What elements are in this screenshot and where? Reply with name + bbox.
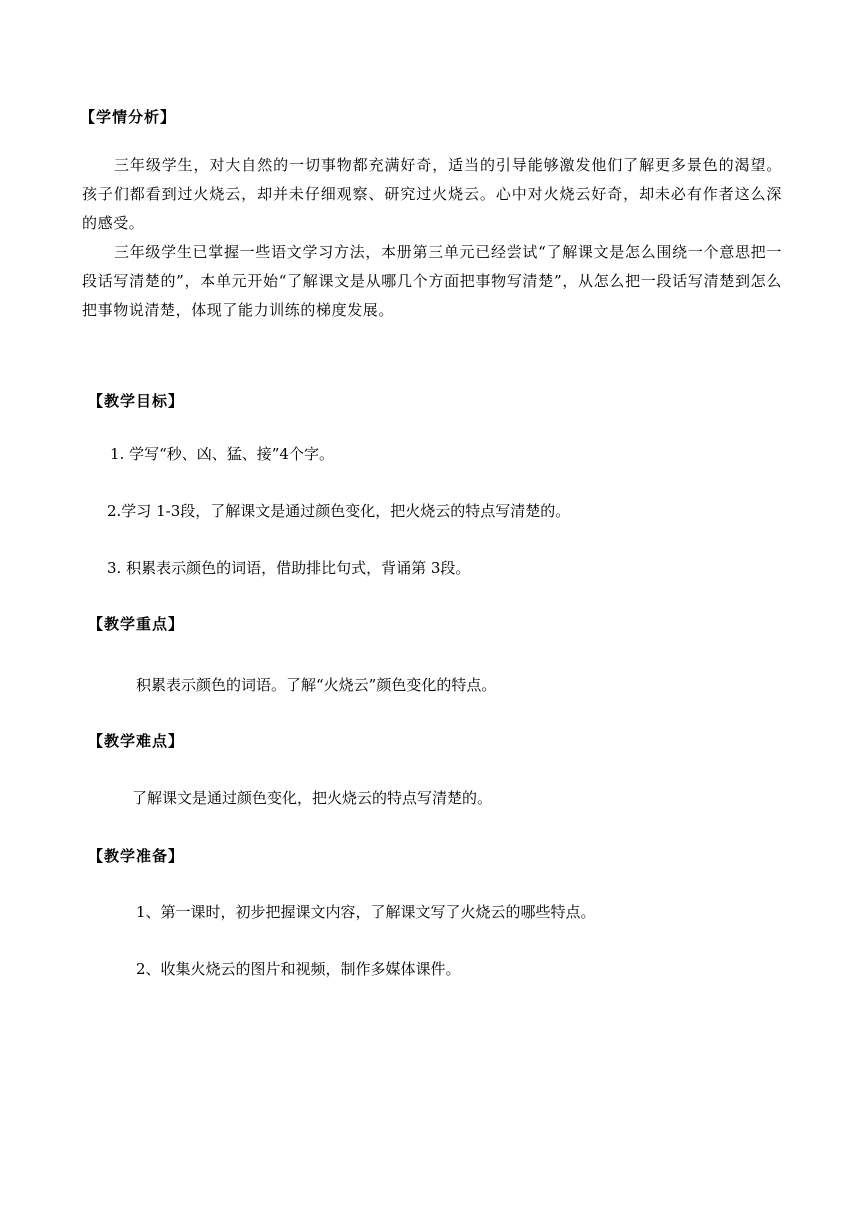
preparation-item-2: 2、收集火烧云的图片和视频，制作多媒体课件。 [136,960,461,978]
heading-student-analysis: 【学情分析】 [80,108,177,126]
key-points-text: 积累表示颜色的词语。了解“火烧云”颜色变化的特点。 [136,676,497,694]
paragraph-analysis-2: 三年级学生已掌握一些语文学习方法，本册第三单元已经尝试“了解课文是怎么围绕一个意思把一段话写清楚的”，本单元开始“了解课文是从哪几个方面把事物写清楚”，从怎么把一段话写清楚到怎么把事物说清楚，体现了能力训练的梯度发展。 [82,243,782,319]
heading-key-points: 【教学重点】 [88,615,185,633]
preparation-item-1: 1、第一课时，初步把握课文内容，了解课文写了火烧云的哪些特点。 [136,903,596,921]
paragraph-analysis-1: 三年级学生，对大自然的一切事物都充满好奇，适当的引导能够激发他们了解更多景色的渴望。孩子们都看到过火烧云，却并未仔细观察、研究过火烧云。心中对火烧云好奇，却未必有作者这么深的感受。 [82,156,782,232]
heading-preparation: 【教学准备】 [88,847,185,865]
difficulties-text: 了解课文是通过颜色变化，把火烧云的特点写清楚的。 [132,789,493,807]
goal-item-1: 1. 学写“秒、凶、猛、接”4个字。 [110,445,334,463]
heading-difficulties: 【教学难点】 [88,732,185,750]
goal-item-3: 3. 积累表示颜色的词语，借助排比句式，背诵第 3段。 [107,559,471,577]
heading-teaching-goals: 【教学目标】 [88,392,185,410]
goal-item-2: 2.学习 1-3段，了解课文是通过颜色变化，把火烧云的特点写清楚的。 [107,502,571,520]
